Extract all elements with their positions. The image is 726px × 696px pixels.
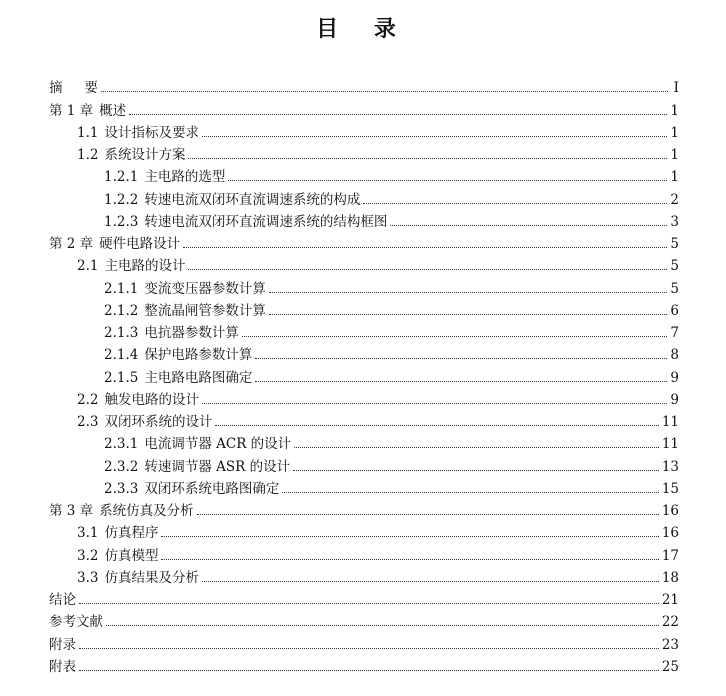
toc-entry-label xyxy=(49,614,104,630)
toc-entry-label xyxy=(104,436,292,452)
toc-entry-label xyxy=(104,481,280,497)
toc-entry-number: 2.3 xyxy=(77,414,99,430)
toc-entry[interactable] xyxy=(0,119,726,141)
toc-entry-page: 9 xyxy=(670,369,679,386)
toc-entry[interactable] xyxy=(0,653,726,675)
toc-entry[interactable] xyxy=(0,408,726,430)
toc-entry[interactable] xyxy=(0,163,726,185)
toc-entry-page: 2 xyxy=(670,191,679,208)
toc-entry-number: 2.1.1 xyxy=(104,280,139,297)
toc-entry-text: 仿真程序 xyxy=(104,525,159,542)
dot-leader xyxy=(183,247,667,248)
toc-entry-text: 结论 xyxy=(49,592,76,608)
dot-leader xyxy=(202,581,659,582)
toc-entry-number: 2.3.3 xyxy=(104,480,139,497)
toc-entry-text: 保护电路参数计算 xyxy=(144,347,253,364)
toc-entry[interactable] xyxy=(0,630,726,652)
dot-leader xyxy=(215,425,658,426)
dot-leader xyxy=(293,470,659,471)
toc-entry-label xyxy=(104,459,291,475)
toc-entry[interactable] xyxy=(0,208,726,230)
toc-entry-number: 第 1 章 xyxy=(49,102,94,119)
dot-leader xyxy=(197,514,659,515)
toc-entry-page: 15 xyxy=(661,480,679,497)
toc-entry-label xyxy=(77,125,200,141)
toc-entry-page: 17 xyxy=(661,547,679,564)
toc-entry-label xyxy=(77,392,200,408)
dot-leader xyxy=(161,536,658,537)
toc-entry-text: 主电路的设计 xyxy=(104,258,186,275)
toc-entry-number: 3.3 xyxy=(77,569,99,586)
dot-leader xyxy=(390,225,667,226)
toc-entry-label xyxy=(49,80,99,96)
toc-entry[interactable] xyxy=(0,541,726,563)
toc-entry-text: 要 xyxy=(84,80,98,97)
dot-leader xyxy=(363,203,667,204)
toc-entry-page: 3 xyxy=(670,213,679,230)
toc-entry-number: 2.1.3 xyxy=(104,325,139,341)
toc-entry-number: 1.2 xyxy=(77,147,99,163)
toc-entry[interactable] xyxy=(0,519,726,541)
toc-entry-page: 9 xyxy=(670,391,679,408)
toc-entry-number: 2.3.1 xyxy=(104,436,139,453)
toc-entry-page: 23 xyxy=(661,636,679,653)
toc-entry-label xyxy=(104,347,253,363)
toc-entry[interactable] xyxy=(0,608,726,630)
toc-entry[interactable] xyxy=(0,74,726,96)
dot-leader xyxy=(101,91,668,92)
toc-entry-label xyxy=(104,370,253,386)
toc-entry[interactable] xyxy=(0,96,726,118)
toc-entry-text: 仿真模型 xyxy=(104,547,159,564)
toc-entry-label xyxy=(104,325,240,341)
toc-entry-text: 转速电流双闭环直流调速系统的结构框图 xyxy=(144,213,388,230)
toc-entry-label xyxy=(104,303,267,319)
toc-entry-label xyxy=(77,414,213,430)
toc-entry[interactable] xyxy=(0,274,726,296)
dot-leader xyxy=(242,336,668,337)
toc-entry-text: 硬件电路设计 xyxy=(99,236,181,252)
toc-entry[interactable] xyxy=(0,319,726,341)
toc-entry[interactable] xyxy=(0,141,726,163)
dot-leader xyxy=(79,670,659,671)
dot-leader xyxy=(269,292,668,293)
toc-entry-text: 仿真结果及分析 xyxy=(104,569,199,586)
dot-leader xyxy=(202,403,667,404)
toc-entry-text: 设计指标及要求 xyxy=(104,124,199,141)
toc-entry[interactable] xyxy=(0,252,726,274)
dot-leader xyxy=(202,136,667,137)
toc-entry-text: 系统仿真及分析 xyxy=(99,503,194,519)
toc-entry-page: 7 xyxy=(670,325,679,341)
dot-leader xyxy=(255,358,667,359)
toc-entry-page: 8 xyxy=(670,347,679,364)
table-of-contents xyxy=(0,74,726,675)
toc-entry-text: 整流晶闸管参数计算 xyxy=(144,302,266,319)
toc-entry-text: 双闭环系统电路图确定 xyxy=(144,480,280,497)
toc-entry-number: 2.1.4 xyxy=(104,347,139,364)
toc-entry-text: 转速电流双闭环直流调速系统的构成 xyxy=(144,191,361,208)
toc-entry-label xyxy=(77,147,186,163)
toc-entry-number: 1.2.1 xyxy=(104,169,139,186)
dot-leader xyxy=(255,381,667,382)
toc-entry-label xyxy=(77,570,200,586)
toc-entry-number: 2.3.2 xyxy=(104,458,139,475)
toc-entry-label xyxy=(49,103,127,119)
toc-entry-text: 触发电路的设计 xyxy=(104,391,199,408)
toc-entry-text: 参考文献 xyxy=(49,614,103,631)
toc-entry-number: 1.1 xyxy=(77,124,99,141)
dot-leader xyxy=(282,492,658,493)
toc-entry-number: 3.1 xyxy=(77,525,99,542)
dot-leader xyxy=(161,559,658,560)
toc-entry-page: 21 xyxy=(661,592,679,608)
toc-entry-text: 概述 xyxy=(99,102,127,119)
toc-entry-text: 系统设计方案 xyxy=(104,147,186,163)
toc-entry-page: 6 xyxy=(670,302,679,319)
toc-entry-number: 3.2 xyxy=(77,547,99,564)
toc-entry-page: 1 xyxy=(670,169,679,186)
toc-entry[interactable] xyxy=(0,452,726,474)
dot-leader xyxy=(79,603,659,604)
toc-entry-label xyxy=(104,281,267,297)
toc-entry-label xyxy=(104,192,361,208)
toc-entry-number: 2.2 xyxy=(77,391,99,408)
toc-entry-page: 22 xyxy=(661,614,679,631)
dot-leader xyxy=(294,447,659,448)
toc-entry-page: 13 xyxy=(661,458,679,475)
toc-entry-page: 11 xyxy=(661,414,679,430)
toc-entry-label xyxy=(77,548,159,564)
toc-entry-number: 2.1 xyxy=(77,258,99,275)
toc-entry-page: 1 xyxy=(670,147,679,163)
toc-entry[interactable] xyxy=(0,297,726,319)
toc-entry-text: 附录 xyxy=(49,636,76,653)
toc-entry-label xyxy=(77,258,186,274)
toc-entry[interactable] xyxy=(0,341,726,363)
toc-entry-number: 第 3 章 xyxy=(49,503,94,519)
toc-entry-number: 1.2.3 xyxy=(104,213,139,230)
dot-leader xyxy=(79,648,659,649)
dot-leader xyxy=(269,314,668,315)
toc-entry-text: 附表 xyxy=(49,658,76,675)
toc-entry-page: 16 xyxy=(661,503,679,519)
toc-entry-text: 主电路的选型 xyxy=(144,169,226,186)
toc-entry[interactable] xyxy=(0,564,726,586)
dot-leader xyxy=(228,180,667,181)
toc-entry-page: 1 xyxy=(670,102,679,119)
toc-entry-page: 18 xyxy=(661,569,679,586)
toc-entry-text: 电抗器参数计算 xyxy=(144,325,239,341)
toc-entry-text: 双闭环系统的设计 xyxy=(104,414,213,430)
toc-entry[interactable] xyxy=(0,586,726,608)
toc-entry-page: 5 xyxy=(670,258,679,275)
dot-leader xyxy=(188,269,667,270)
toc-entry[interactable] xyxy=(0,475,726,497)
toc-entry-page: 5 xyxy=(670,280,679,297)
toc-entry-label xyxy=(49,659,77,675)
toc-entry-page: 5 xyxy=(670,236,679,252)
toc-entry-text: 变流变压器参数计算 xyxy=(144,280,266,297)
toc-entry-page: 11 xyxy=(661,436,679,453)
page-title: 目 录 xyxy=(316,16,410,42)
toc-entry-number: 1.2.2 xyxy=(104,191,139,208)
toc-entry[interactable] xyxy=(0,363,726,385)
toc-entry-label xyxy=(104,214,388,230)
toc-entry[interactable] xyxy=(0,230,726,252)
toc-entry[interactable] xyxy=(0,430,726,452)
toc-entry-label xyxy=(49,236,181,252)
toc-entry-text: 转速调节器 ASR 的设计 xyxy=(144,458,291,475)
toc-entry[interactable] xyxy=(0,185,726,207)
toc-entry-text: 主电路电路图确定 xyxy=(144,369,253,386)
toc-entry-page: 25 xyxy=(661,658,679,675)
toc-entry-number: 摘 xyxy=(49,80,63,97)
toc-entry-label xyxy=(49,592,77,608)
toc-entry-number: 2.1.5 xyxy=(104,369,139,386)
toc-entry-page: I xyxy=(673,80,679,97)
dot-leader xyxy=(188,158,667,159)
toc-entry[interactable] xyxy=(0,386,726,408)
toc-entry-page: 1 xyxy=(670,124,679,141)
toc-entry-label xyxy=(49,503,195,519)
dot-leader xyxy=(106,625,659,626)
toc-entry-label xyxy=(104,169,226,185)
toc-entry-number: 2.1.2 xyxy=(104,302,139,319)
toc-entry[interactable] xyxy=(0,497,726,519)
toc-entry-label xyxy=(77,525,159,541)
toc-entry-number: 第 2 章 xyxy=(49,236,94,252)
dot-leader xyxy=(129,114,667,115)
toc-entry-page: 16 xyxy=(661,525,679,542)
toc-entry-text: 电流调节器 ACR 的设计 xyxy=(144,436,292,453)
toc-entry-label xyxy=(49,637,77,653)
